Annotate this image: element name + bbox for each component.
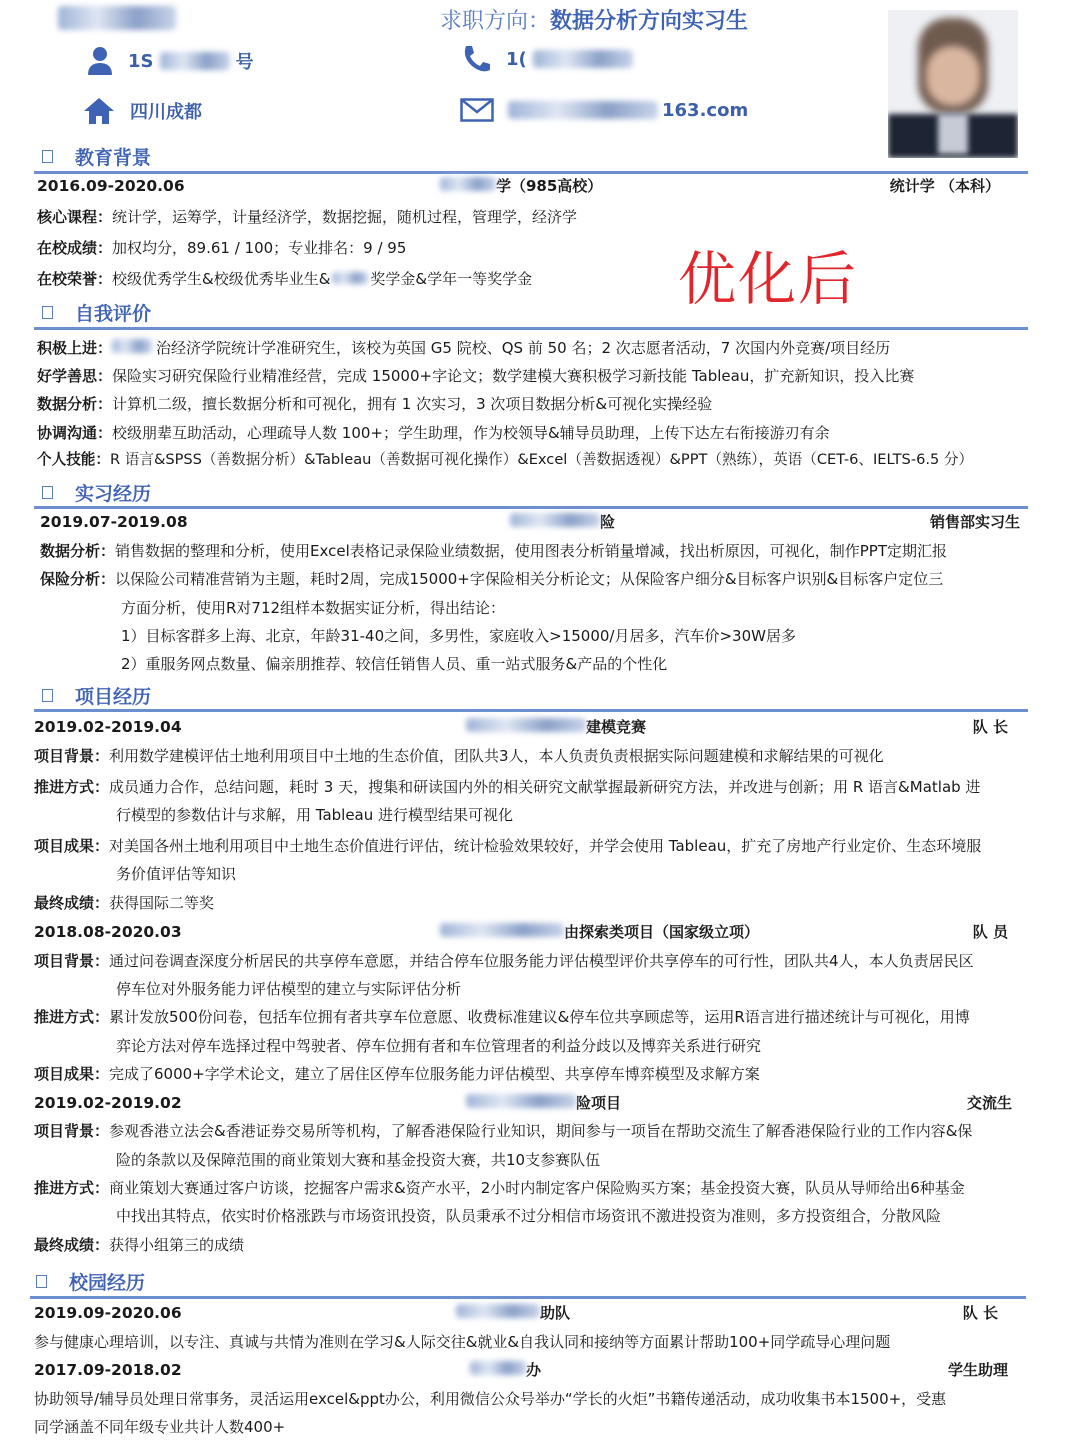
location-text: 四川成都	[130, 102, 202, 123]
project-role: 队 长	[972, 718, 1008, 736]
home-icon	[82, 96, 116, 126]
education-period: 2016.09-2020.06	[37, 177, 185, 195]
project-item-cont: 务价值评估等知识	[116, 865, 237, 883]
project-item: 项目背景：参观香港立法会&香港证券交易所等机构，了解香港保险行业知识，期间参与一项旨在帮助交流生了解香港保险行业的工作内容&保	[34, 1122, 973, 1140]
section-rule	[34, 171, 1028, 174]
objective-prefix: 求职方向：	[440, 9, 551, 34]
internship-conclusion: 2）重服务网点数量、偏亲朋推荐、较信任销售人员、重一站式服务&产品的个性化	[121, 655, 668, 673]
redacted-phone-1	[160, 52, 230, 70]
project-item: 项目背景：利用数学建模评估土地利用项目中土地的生态价值，团队共3人，本人负责负责根据实际问题建模和求解结果的可视化	[34, 747, 884, 765]
campus-org: 助队	[456, 1302, 570, 1324]
objective-main: 数据分析方向实习生	[550, 9, 749, 34]
internship-company: 险	[510, 511, 615, 533]
campus-desc: 同学涵盖不同年级专业共计人数400+	[34, 1418, 286, 1436]
project-role: 交流生	[966, 1094, 1012, 1112]
section-self-eval-title: 自我评价	[42, 299, 151, 326]
internship-item: 保险分析：以保险公司精准营销为主题，耗时2周，完成15000+字保险相关分析论文；从保险客户细分&目标客户识别&目标客户定位三	[40, 570, 944, 588]
person-icon	[86, 46, 114, 76]
project-role: 队 员	[972, 923, 1008, 941]
redacted-email	[508, 101, 658, 119]
education-item: 在校成绩：加权均分，89.61 / 100；专业排名：9 / 95	[37, 239, 407, 257]
self-eval-item: 数据分析：计算机二级，擅长数据分析和可视化，拥有 1 次实习，3 次项目数据分析&可视化实操经验	[37, 395, 713, 413]
project-item: 推进方式：商业策划大赛通过客户访谈，挖掘客户需求&资产水平，2小时内制定客户保险购买方案；基金投资大赛，队员从导师给出6种基金	[34, 1179, 965, 1197]
redacted-phone-2	[533, 50, 633, 68]
profile-photo	[888, 10, 1018, 158]
self-eval-item: 个人技能：R 语言&SPSS（善数据分析）&Tableau（善数据可视化操作）&Excel（善数据透视）&PPT（熟练），英语（CET-6、IELTS-6.5 分）	[37, 451, 974, 468]
project-item-cont: 行模型的参数估计与求解，用 Tableau 进行模型结果可视化	[116, 806, 514, 824]
project-name: 建模竞赛	[466, 716, 646, 738]
campus-role: 学生助理	[947, 1361, 1008, 1379]
project-item: 最终成绩：获得国际二等奖	[34, 894, 215, 912]
project-item-cont: 险的条款以及保障范围的商业策划大赛和基金投资大赛，共10支参赛队伍	[116, 1151, 601, 1169]
section-rule	[34, 327, 1028, 330]
job-objective	[440, 4, 748, 35]
optimized-stamp: 优化后	[678, 245, 859, 313]
phone2-visible: 1(	[506, 48, 527, 70]
section-campus-title: 校园经历	[36, 1268, 145, 1295]
section-projects-title: 项目经历	[42, 682, 151, 709]
campus-period: 2017.09-2018.02	[34, 1361, 182, 1379]
project-item: 最终成绩：获得小组第三的成绩	[34, 1236, 245, 1254]
internship-role: 销售部实习生	[929, 513, 1020, 531]
project-period: 2018.08-2020.03	[34, 923, 182, 941]
project-item: 项目成果：完成了6000+字学术论文，建立了居住区停车位服务能力评估模型、共享停车博弈模型及求解方案	[34, 1065, 760, 1083]
project-item: 项目成果：对美国各州土地利用项目中土地生态价值进行评估，统计检验效果较好，并学会使用 Tableau，扩充了房地产行业定价、生态环境服	[34, 837, 982, 855]
contact-email	[460, 98, 748, 122]
project-item-cont: 停车位对外服务能力评估模型的建立与实际评估分析	[116, 980, 462, 998]
section-education-title: 教育背景	[42, 143, 151, 170]
self-eval-item: 积极上进： 治经济学院统计学准研究生，该校为英国 G5 院校、QS 前 50 名；2 次志愿者活动，7 次国内外竞赛/项目经历	[37, 339, 891, 357]
campus-desc: 协助领导/辅导员处理日常事务，灵活运用excel&ppt办公，利用微信公众号举办“学长的火炬”书籍传递活动，成功收集书本1500+，受惠	[34, 1390, 947, 1408]
self-eval-item: 好学善思：保险实习研究保险行业精准经营，完成 15000+字论文；数学建模大赛积极学习新技能 Tableau，扩充新知识，投入比赛	[37, 367, 915, 385]
redacted-name	[58, 6, 176, 30]
campus-desc: 参与健康心理培训，以专注、真诚与共情为准则在学习&人际交往&就业&自我认同和接纳等方面累计帮助100+同学疏导心理问题	[34, 1333, 891, 1351]
internship-conclusion: 1）目标客群多上海、北京，年龄31-40之间，多男性，家庭收入>15000/月居多，汽车价>30W居多	[121, 627, 796, 645]
education-major: 统计学 （本科）	[889, 177, 1000, 195]
section-internship-title: 实习经历	[42, 479, 151, 506]
education-item: 核心课程：统计学，运筹学，计量经济学，数据挖掘，随机过程，管理学，经济学	[37, 208, 578, 226]
phone1-tail: 号	[235, 52, 254, 73]
internship-period: 2019.07-2019.08	[40, 513, 188, 531]
project-name: 险项目	[466, 1092, 621, 1114]
email-tail: 163.com	[662, 99, 749, 121]
project-item: 推进方式：成员通力合作，总结问题，耗时 3 天，搜集和研读国内外的相关研究文献掌握最新研究方法，并改进与创新；用 R 语言&Matlab 进	[34, 778, 981, 796]
project-period: 2019.02-2019.02	[34, 1094, 182, 1112]
contact-location	[82, 96, 202, 126]
project-name: 由探索类项目（国家级立项）	[440, 921, 759, 943]
campus-org: 办	[470, 1359, 541, 1381]
contact-phone-1	[86, 46, 254, 76]
section-rule	[30, 1296, 1026, 1299]
self-eval-item: 协调沟通：校级朋辈互助活动，心理疏导人数 100+；学生助理，作为校领导&辅导员助理，上传下达左右衔接游刃有余	[37, 424, 830, 442]
section-rule	[34, 506, 1028, 509]
checkbox-icon	[36, 1275, 47, 1288]
internship-item-cont: 方面分析，使用R对712组样本数据实证分析，得出结论：	[121, 599, 506, 617]
checkbox-icon	[42, 150, 53, 163]
project-item: 推进方式：累计发放500份问卷，包括车位拥有者共享车位意愿、收费标准建议&停车位共享顾虑等，运用R语言进行描述统计与可视化，用博	[34, 1008, 970, 1026]
checkbox-icon	[42, 689, 53, 702]
checkbox-icon	[42, 486, 53, 499]
education-school: 学（985高校）	[440, 175, 602, 197]
project-period: 2019.02-2019.04	[34, 718, 182, 736]
project-item-cont: 中找出其特点，依实时价格涨跌与市场资讯投资，队员秉承不过分相信市场资讯不激进投资为准则，多方投资组合，分散风险	[116, 1207, 942, 1225]
internship-item: 数据分析：销售数据的整理和分析，使用Excel表格记录保险业绩数据，使用图表分析销量增减，找出析原因，可视化，制作PPT定期汇报	[40, 542, 948, 560]
education-item: 在校荣誉：校级优秀学生&校级优秀毕业生& 奖学金&学年一等奖学金	[37, 270, 533, 288]
campus-period: 2019.09-2020.06	[34, 1304, 182, 1322]
project-item-cont: 弈论方法对停车选择过程中驾驶者、停车位拥有者和车位管理者的利益分歧以及博弈关系进行研究	[116, 1037, 762, 1055]
contact-phone-2	[460, 44, 633, 74]
campus-role: 队 长	[962, 1304, 998, 1322]
resume-header	[0, 0, 1080, 140]
section-rule	[34, 709, 1028, 712]
project-item: 项目背景：通过问卷调查深度分析居民的共享停车意愿，并结合停车位服务能力评估模型评价共享停车的可行性，团队共4人，本人负责居民区	[34, 952, 974, 970]
checkbox-icon	[42, 306, 53, 319]
mail-icon	[460, 98, 494, 122]
phone-icon	[460, 44, 492, 74]
phone1-visible: 1S	[128, 50, 154, 72]
